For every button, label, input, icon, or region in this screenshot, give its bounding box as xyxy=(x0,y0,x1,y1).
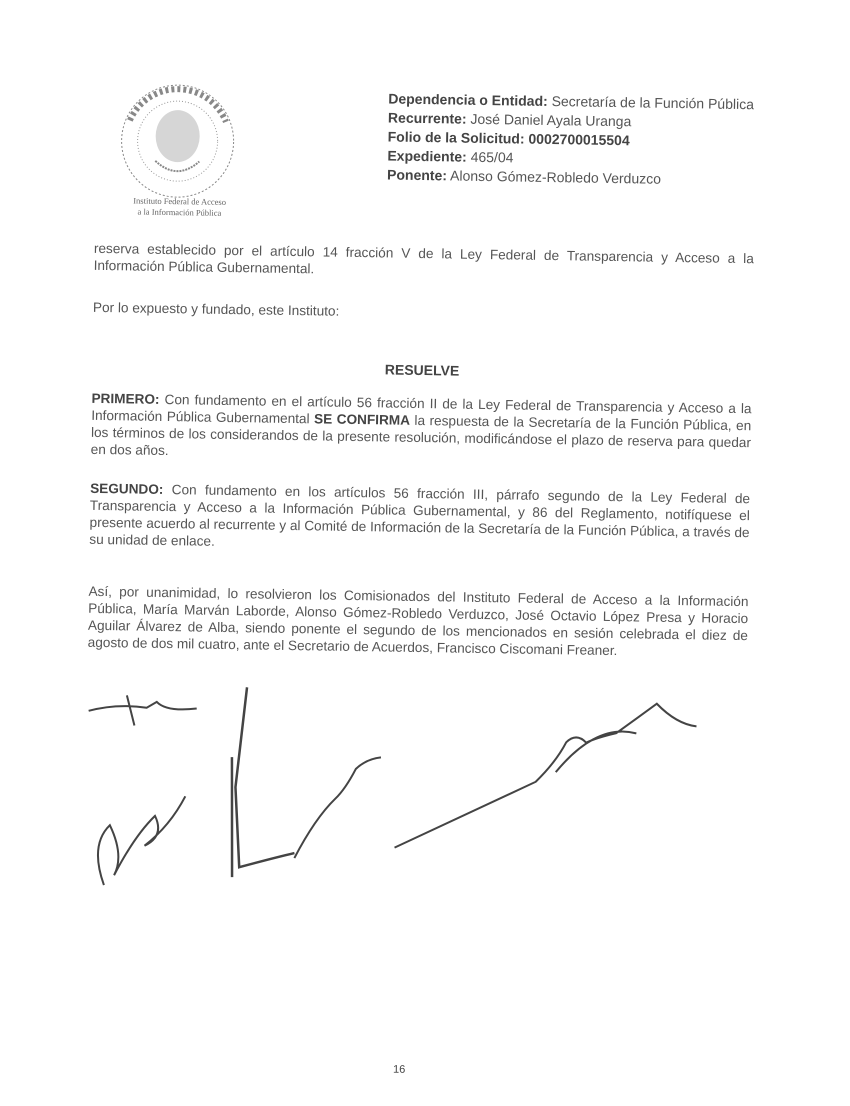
value: 465/04 xyxy=(470,148,514,166)
signature-1 xyxy=(88,695,196,727)
text: la respuesta de la Secretaría de la Función Pública, en los términos de los considerandos de la presente resolución, modificándose el plazo de reserva para quedar en dos años. xyxy=(90,412,752,459)
signature-2 xyxy=(97,795,185,886)
paragraph-expuesto: Por lo expuesto y fundado, este Instituto: xyxy=(92,299,340,319)
value: Alonso Gómez-Robledo Verduzco xyxy=(449,167,662,187)
seal-caption-line: Instituto Federal de Acceso xyxy=(133,195,227,207)
seal-caption-line: a la Información Pública xyxy=(137,206,222,218)
text: Con fundamento en los artículos 56 fracción III, párrafo segundo de la Ley Federal de Transparencia y Acceso a la Información Pública Gubernamental, y 86 del Reglamento, notifíquese el presente acuerdo al recurrente y al Comité de Información de la Secretaría de la Función Pública, a través de su unidad de enlace. xyxy=(89,482,751,549)
label: Ponente: xyxy=(386,166,448,184)
text: Con fundamento en el artículo 56 fracción II de la Ley Federal de Transparencia y Acceso a la Información Pública Gubernamental xyxy=(91,391,752,427)
label: Folio de la Solicitud: xyxy=(387,128,525,147)
page-number: 16 xyxy=(392,1063,406,1076)
paragraph-cierre: Así, por unanimidad, lo resolvieron los Comisionados del Instituto Federal de Acceso a la Información Pública, María Marván Laborde, Alonso Gómez-Robledo Verduzco, José Octavio López Presa y Horacio Aguilar Álvarez de Alba, siendo ponente el segundo de los mencionados en sesión celebrada el diez de agosto de dos mil cuatro, ante el Secretario de Acuerdos, Francisco Ciscomani Freaner. xyxy=(87,583,749,659)
signature-3 xyxy=(230,687,297,878)
value: Secretaría de la Función Pública xyxy=(551,93,755,113)
value: 0002700015504 xyxy=(528,130,630,149)
segundo-label: SEGUNDO: xyxy=(90,480,164,497)
value: José Daniel Ayala Uranga xyxy=(470,110,632,130)
label: Recurrente: xyxy=(387,109,467,127)
primero-label: PRIMERO: xyxy=(91,390,160,407)
paragraph-reserva: reserva establecido por el artículo 14 fracción V de la Ley Federal de Transparencia y Acceso a la Información Pública Gubernamental. xyxy=(93,240,754,277)
label: Dependencia o Entidad: xyxy=(388,90,548,109)
confirma-bold: SE CONFIRMA xyxy=(313,411,411,428)
signature-5 xyxy=(395,700,697,853)
signature-4 xyxy=(294,756,381,859)
label: Expediente: xyxy=(387,147,467,165)
resuelve-heading: RESUELVE xyxy=(384,361,460,379)
